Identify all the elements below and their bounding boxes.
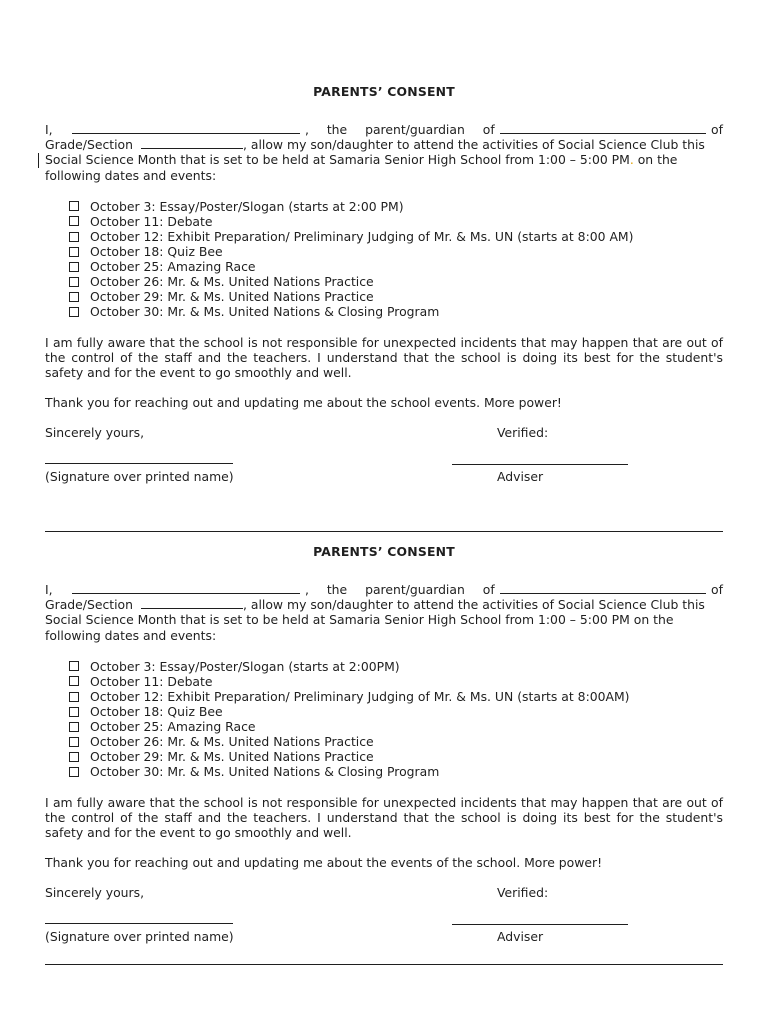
bottom-divider — [45, 964, 723, 965]
adviser-signature-line[interactable] — [452, 924, 628, 925]
verified-label: Verified: — [497, 885, 549, 901]
list-item[interactable]: October 3: Essay/Poster/Slogan (starts at 2:00 PM) — [69, 199, 723, 214]
consent-paragraph: I, , the parent/guardian of of Grade/Section , allow my son/daughter to attend the activities of Social Science Club this Social Science Month that is set to be held at Samaria Senior High School from 1:00 – 5:00 PM on the following dates and events: — [45, 582, 723, 643]
list-item[interactable]: October 18: Quiz Bee — [69, 704, 723, 719]
list-item[interactable]: October 26: Mr. & Ms. United Nations Practice — [69, 274, 723, 289]
empty-checkbox-icon[interactable] — [69, 752, 79, 762]
closing-text: Sincerely yours, — [45, 885, 145, 901]
grade-section-blank[interactable] — [141, 597, 243, 609]
empty-checkbox-icon[interactable] — [69, 262, 79, 272]
adviser-caption: Adviser — [497, 469, 544, 485]
awareness-paragraph: I am fully aware that the school is not responsible for unexpected incidents that may happen that are out of the control of the staff and the teachers. I understand that the school is doing its best for the student's safety and for the event to go smoothly and well. — [45, 794, 723, 840]
list-item[interactable]: October 11: Debate — [69, 214, 723, 229]
list-item[interactable]: October 30: Mr. & Ms. United Nations & Closing Program — [69, 304, 723, 319]
consent-form-1 — [45, 84, 723, 485]
signature-caption: (Signature over printed name) — [45, 929, 234, 945]
empty-checkbox-icon[interactable] — [69, 292, 79, 302]
empty-checkbox-icon[interactable] — [69, 201, 79, 211]
empty-checkbox-icon[interactable] — [69, 692, 79, 702]
list-item[interactable]: October 25: Amazing Race — [69, 719, 723, 734]
form-title: PARENTS’ CONSENT — [313, 84, 455, 99]
list-item[interactable]: October 12: Exhibit Preparation/ Preliminary Judging of Mr. & Ms. UN (starts at 8:00AM) — [69, 689, 723, 704]
parent-signature-line[interactable] — [45, 923, 233, 924]
document-page — [45, 0, 723, 1024]
empty-checkbox-icon[interactable] — [69, 307, 79, 317]
text-cursor — [38, 153, 39, 168]
empty-checkbox-icon[interactable] — [69, 216, 79, 226]
empty-checkbox-icon[interactable] — [69, 722, 79, 732]
signature-block — [45, 885, 723, 945]
list-item[interactable]: October 30: Mr. & Ms. United Nations & Closing Program — [69, 764, 723, 779]
adviser-caption: Adviser — [497, 929, 544, 945]
marker-dot: . — [629, 152, 634, 168]
list-item[interactable]: October 25: Amazing Race — [69, 259, 723, 274]
event-list — [45, 659, 723, 780]
adviser-signature-line[interactable] — [452, 464, 628, 465]
empty-checkbox-icon[interactable] — [69, 232, 79, 242]
parent-name-blank[interactable] — [72, 122, 300, 134]
parent-signature-line[interactable] — [45, 463, 233, 464]
empty-checkbox-icon[interactable] — [69, 661, 79, 671]
consent-paragraph: I, , the parent/guardian of of Grade/Section , allow my son/daughter to attend the activities of Social Science Club this Social Science Month that is set to be held at Samaria Senior High School from 1:00 – 5:00 PM. on the following dates and events: — [45, 122, 723, 183]
closing-text: Sincerely yours, — [45, 425, 145, 441]
awareness-paragraph: I am fully aware that the school is not responsible for unexpected incidents that may happen that are out of the control of the staff and the teachers. I understand that the school is doing its best for the student's safety and for the event to go smoothly and well. — [45, 334, 723, 380]
thanks-paragraph: Thank you for reaching out and updating me about the school events. More power! — [45, 395, 562, 411]
empty-checkbox-icon[interactable] — [69, 767, 79, 777]
list-item[interactable]: October 26: Mr. & Ms. United Nations Practice — [69, 734, 723, 749]
empty-checkbox-icon[interactable] — [69, 676, 79, 686]
list-item[interactable]: October 12: Exhibit Preparation/ Preliminary Judging of Mr. & Ms. UN (starts at 8:00 AM) — [69, 229, 723, 244]
list-item[interactable]: October 29: Mr. & Ms. United Nations Practice — [69, 749, 723, 764]
student-name-blank[interactable] — [500, 122, 706, 134]
list-item[interactable]: October 29: Mr. & Ms. United Nations Practice — [69, 289, 723, 304]
form-title: PARENTS’ CONSENT — [313, 544, 455, 559]
signature-caption: (Signature over printed name) — [45, 469, 234, 485]
list-item[interactable]: October 3: Essay/Poster/Slogan (starts at 2:00PM) — [69, 659, 723, 674]
empty-checkbox-icon[interactable] — [69, 247, 79, 257]
event-list — [45, 199, 723, 320]
parent-name-blank[interactable] — [72, 582, 300, 594]
student-name-blank[interactable] — [500, 582, 706, 594]
signature-block — [45, 425, 723, 485]
grade-section-blank[interactable] — [141, 137, 243, 149]
empty-checkbox-icon[interactable] — [69, 277, 79, 287]
empty-checkbox-icon[interactable] — [69, 707, 79, 717]
list-item[interactable]: October 18: Quiz Bee — [69, 244, 723, 259]
cut-divider — [45, 531, 723, 532]
consent-form-2 — [45, 544, 723, 945]
list-item[interactable]: October 11: Debate — [69, 674, 723, 689]
thanks-paragraph: Thank you for reaching out and updating me about the events of the school. More power! — [45, 855, 603, 871]
verified-label: Verified: — [497, 425, 549, 441]
empty-checkbox-icon[interactable] — [69, 737, 79, 747]
